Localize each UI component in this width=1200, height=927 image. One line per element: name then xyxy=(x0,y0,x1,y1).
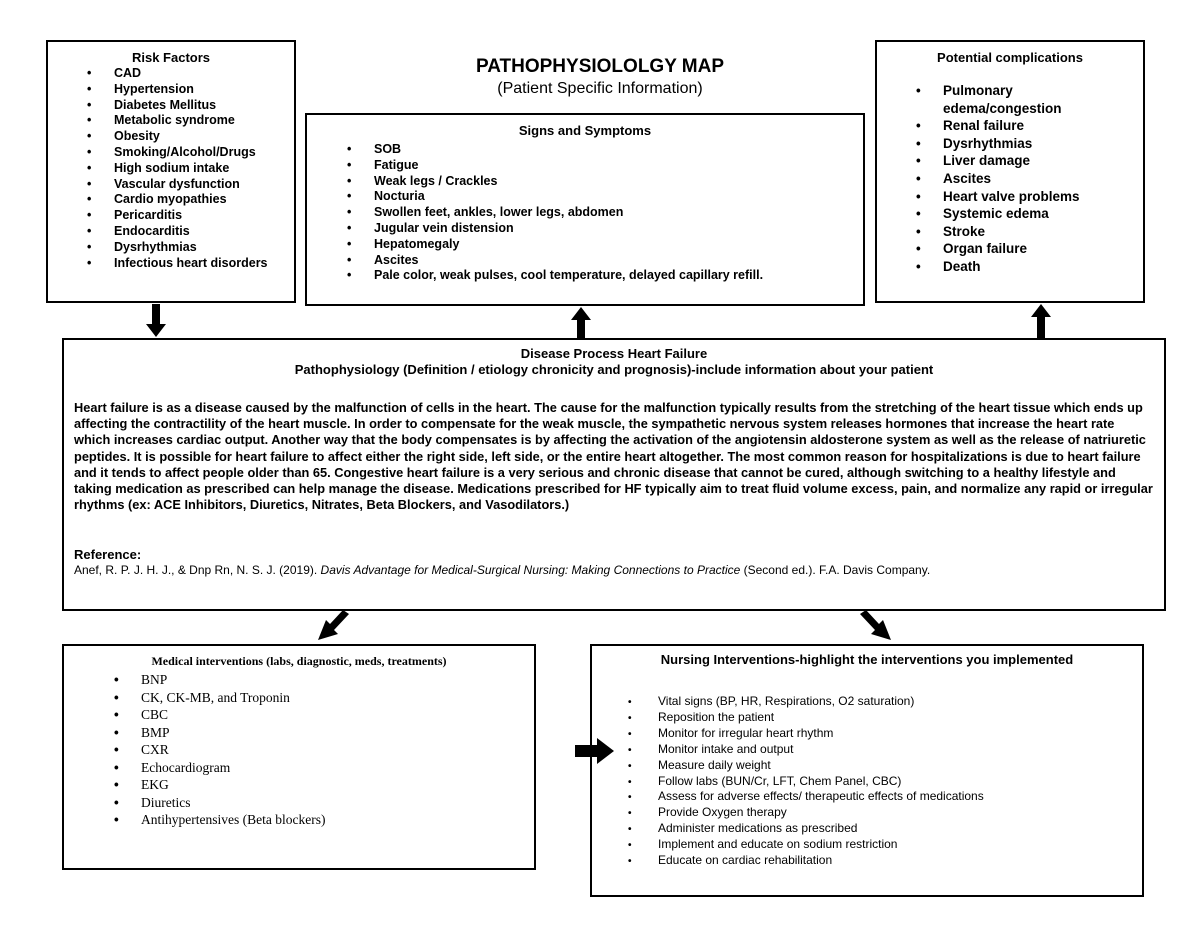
list-item: • Nocturia xyxy=(374,189,863,205)
list-item: • SOB xyxy=(374,142,863,158)
list-item: • BNP xyxy=(141,671,534,689)
complications-box xyxy=(875,40,1145,303)
list-item: • Dysrhythmias xyxy=(114,240,294,256)
list-item: • Renal failure xyxy=(943,117,1133,135)
nursing-interventions-list xyxy=(658,694,1142,869)
arrow-up-icon xyxy=(1030,304,1052,338)
arrow-down-right-icon xyxy=(856,610,896,642)
list-item: • Heart valve problems xyxy=(943,188,1133,206)
list-item: • Echocardiogram xyxy=(141,759,534,777)
risk-factors-list xyxy=(114,66,294,271)
list-item: • Dysrhythmias xyxy=(943,135,1133,153)
list-item: • Monitor intake and output xyxy=(658,742,1142,758)
list-item: • CBC xyxy=(141,706,534,724)
arrow-right-icon xyxy=(575,737,615,765)
page-title: PATHOPHYSIOLOLGY MAP xyxy=(475,56,725,77)
risk-factors-box xyxy=(46,40,296,303)
list-item: • Pale color, weak pulses, cool temperature, delayed capillary refill. xyxy=(374,268,863,284)
list-item: • Metabolic syndrome xyxy=(114,113,294,129)
list-item: • Smoking/Alcohol/Drugs xyxy=(114,145,294,161)
page-subtitle: (Patient Specific Information) xyxy=(497,80,703,97)
list-item: • Infectious heart disorders xyxy=(114,256,294,272)
list-item: • Systemic edema xyxy=(943,205,1133,223)
list-item: • Diabetes Mellitus xyxy=(114,98,294,114)
signs-symptoms-heading: Signs and Symptoms xyxy=(518,123,652,138)
list-item: • Hypertension xyxy=(114,82,294,98)
list-item: • Diuretics xyxy=(141,794,534,812)
list-item: • High sodium intake xyxy=(114,161,294,177)
list-item: • Swollen feet, ankles, lower legs, abdomen xyxy=(374,205,863,221)
list-item: • Implement and educate on sodium restriction xyxy=(658,837,1142,853)
complications-heading: Potential complications xyxy=(937,50,1083,65)
reference-book-title: Davis Advantage for Medical-Surgical Nursing: Making Connections to Practice xyxy=(320,563,741,578)
disease-description: Heart failure is as a disease caused by the malfunction of cells in the heart. The cause for the malfunction typically results from the stretching of the heart tissue which ends up affecting the contractility of the heart muscle. In order to compensate for the weak muscle, the sympathetic nervous system releases hormones that increase the heart rate which increases cardiac output. Another way that the body compensates is by affecting the activation of the angiotensin aldosterone system as well as the release of natriuretic peptides. It is possible for heart failure to affect either the right side, left side, or the entire heart altogether. The most common reason for hospitalizations is due to heart failure and it tends to affect people older than 65. Congestive heart failure is a very serious and chronic disease that cannot be cured, although switching to a healthy lifestyle and taking medication as prescribed can help manage the disease. Medications prescribed for HF typically aim to treat fluid volume excess, pain, and normalize any rapid or irregular rhythms (ex: ACE Inhibitors, Diuretics, Nitrates, Beta Blockers, and Vasodilators.) xyxy=(74,400,1153,513)
arrow-up-icon xyxy=(570,307,592,338)
risk-factors-heading: Risk Factors xyxy=(131,50,211,65)
list-item: • CXR xyxy=(141,741,534,759)
list-item: • Endocarditis xyxy=(114,224,294,240)
reference-publisher: (Second ed.). F.A. Davis Company. xyxy=(740,563,931,578)
list-item: • Ascites xyxy=(374,253,863,269)
list-item: • Pulmonary edema/congestion xyxy=(943,82,1133,117)
arrow-down-icon xyxy=(145,304,167,338)
list-item: • Fatigue xyxy=(374,158,863,174)
page-title-block xyxy=(400,56,800,98)
reference-citation xyxy=(74,563,1154,577)
list-item: • Provide Oxygen therapy xyxy=(658,805,1142,821)
list-item: • Reposition the patient xyxy=(658,710,1142,726)
list-item: • Vital signs (BP, HR, Respirations, O2 saturation) xyxy=(658,694,1142,710)
signs-symptoms-list xyxy=(374,142,863,284)
pathophysiology-subheading: Pathophysiology (Definition / etiology chronicity and prognosis)-include information about your patient xyxy=(294,362,934,377)
list-item: • Jugular vein distension xyxy=(374,221,863,237)
medical-interventions-heading: Medical interventions (labs, diagnostic, meds, treatments) xyxy=(151,654,447,668)
list-item: • Administer medications as prescribed xyxy=(658,821,1142,837)
list-item: • Ascites xyxy=(943,170,1133,188)
disease-process-box xyxy=(62,338,1166,611)
list-item: • CAD xyxy=(114,66,294,82)
list-item: • Educate on cardiac rehabilitation xyxy=(658,853,1142,869)
nursing-interventions-heading: Nursing Interventions-highlight the interventions you implemented xyxy=(660,652,1074,667)
list-item: • CK, CK-MB, and Troponin xyxy=(141,689,534,707)
list-item: • Organ failure xyxy=(943,240,1133,258)
list-item: • Cardio myopathies xyxy=(114,192,294,208)
list-item: • EKG xyxy=(141,776,534,794)
arrow-down-left-icon xyxy=(313,610,353,642)
nursing-interventions-box xyxy=(590,644,1144,897)
complications-list xyxy=(943,82,1133,276)
list-item: • Assess for adverse effects/ therapeutic effects of medications xyxy=(658,789,1142,805)
list-item: • Pericarditis xyxy=(114,208,294,224)
list-item: • Follow labs (BUN/Cr, LFT, Chem Panel, CBC) xyxy=(658,774,1142,790)
list-item: • Measure daily weight xyxy=(658,758,1142,774)
list-item: • Stroke xyxy=(943,223,1133,241)
disease-process-heading: Disease Process Heart Failure xyxy=(520,346,708,361)
list-item: • Liver damage xyxy=(943,152,1133,170)
reference-heading: Reference: xyxy=(74,547,142,563)
list-item: • Vascular dysfunction xyxy=(114,177,294,193)
list-item: • Weak legs / Crackles xyxy=(374,174,863,190)
list-item: • Monitor for irregular heart rhythm xyxy=(658,726,1142,742)
list-item: • Death xyxy=(943,258,1133,276)
list-item: • Antihypertensives (Beta blockers) xyxy=(141,811,534,829)
medical-interventions-box xyxy=(62,644,536,870)
medical-interventions-list xyxy=(141,671,534,829)
reference-authors: Anef, R. P. J. H. J., & Dnp Rn, N. S. J. (2019). xyxy=(74,563,321,578)
list-item: • Hepatomegaly xyxy=(374,237,863,253)
list-item: • Obesity xyxy=(114,129,294,145)
list-item: • BMP xyxy=(141,724,534,742)
signs-symptoms-box xyxy=(305,113,865,306)
